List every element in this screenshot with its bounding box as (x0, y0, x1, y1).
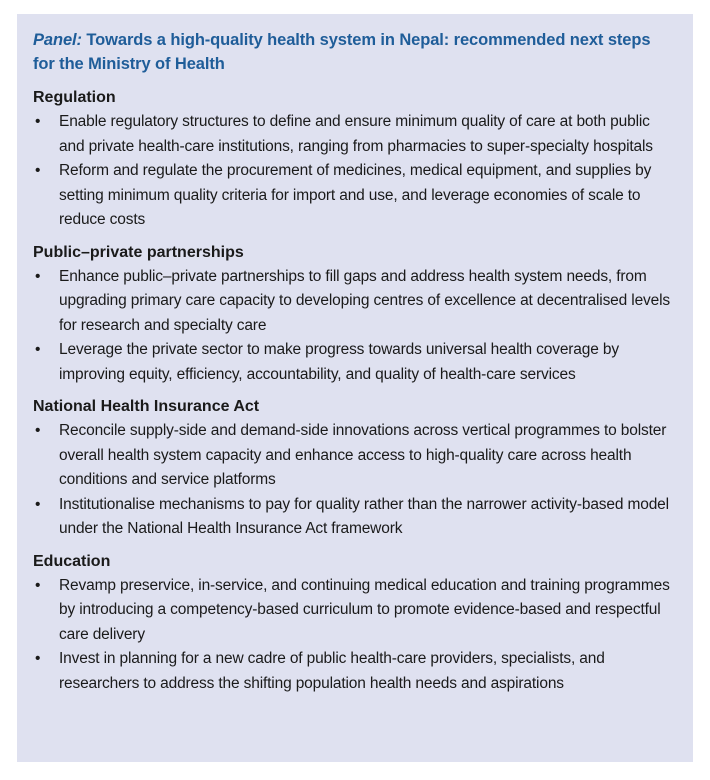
list-item (33, 647, 675, 696)
section-heading: Education (33, 552, 111, 570)
list-item (33, 265, 675, 339)
panel-title (33, 28, 675, 76)
list-item (33, 419, 675, 493)
section-heading: Regulation (33, 89, 116, 106)
list-item (33, 338, 675, 387)
list-item-text: Enable regulatory structures to define and ensure minimum quality of care at both public and private health-care institutions, ranging from pharmacies to super-specialty hospitals (59, 113, 653, 155)
bullet-list (33, 110, 675, 233)
list-item-text: Enhance public–private partnerships to fill gaps and address health system needs, from upgrading primary care capacity to developing centres of excellence at decentralised levels for research and specialty care (59, 267, 671, 334)
bullet-icon: • (35, 576, 41, 594)
bullet-icon: • (35, 267, 41, 285)
list-item (33, 159, 675, 233)
section-national-health-insurance-act (33, 395, 675, 542)
bullet-icon: • (35, 113, 41, 130)
bullet-icon: • (35, 495, 41, 513)
bullet-icon: • (35, 650, 41, 667)
panel-title-label: Panel: (33, 31, 82, 49)
section-heading: National Health Insurance Act (33, 398, 260, 415)
bullet-list (33, 574, 675, 697)
section-education (33, 550, 675, 697)
bullet-icon: • (35, 422, 41, 439)
section-regulation (33, 86, 675, 233)
list-item (33, 110, 675, 159)
list-item-text: Revamp preservice, in-service, and continuing medical education and training programmes by introducing a competency-based curriculum to promote evidence-based and respectful care delivery (59, 576, 670, 643)
list-item-text: Reform and regulate the procurement of medicines, medical equipment, and supplies by setting minimum quality criteria for import and use, and leverage economies of scale to reduce costs (59, 162, 652, 228)
list-item-text: Leverage the private sector to make progress towards universal health coverage by improving equity, efficiency, accountability, and quality of health-care services (59, 341, 619, 383)
list-item (33, 493, 675, 542)
list-item-text: Reconcile supply-side and demand-side innovations across vertical programmes to bolster overall health system capacity and enhance access to high-quality care across health conditions and service platforms (59, 422, 667, 488)
panel-title-text: Towards a high-quality health system in Nepal: recommended next steps for the Ministry of Health (33, 31, 651, 73)
list-item (33, 574, 675, 648)
recommendations-panel (17, 14, 693, 762)
bullet-list (33, 419, 675, 542)
list-item-text: Invest in planning for a new cadre of public health-care providers, specialists, and researchers to address the shifting population health needs and aspirations (59, 650, 605, 692)
list-item-text: Institutionalise mechanisms to pay for quality rather than the narrower activity-based model under the National Health Insurance Act framework (59, 495, 669, 537)
section-public-private-partnerships (33, 241, 675, 388)
section-heading: Public–private partnerships (33, 243, 244, 261)
bullet-list (33, 265, 675, 388)
bullet-icon: • (35, 341, 41, 358)
bullet-icon: • (35, 162, 41, 179)
